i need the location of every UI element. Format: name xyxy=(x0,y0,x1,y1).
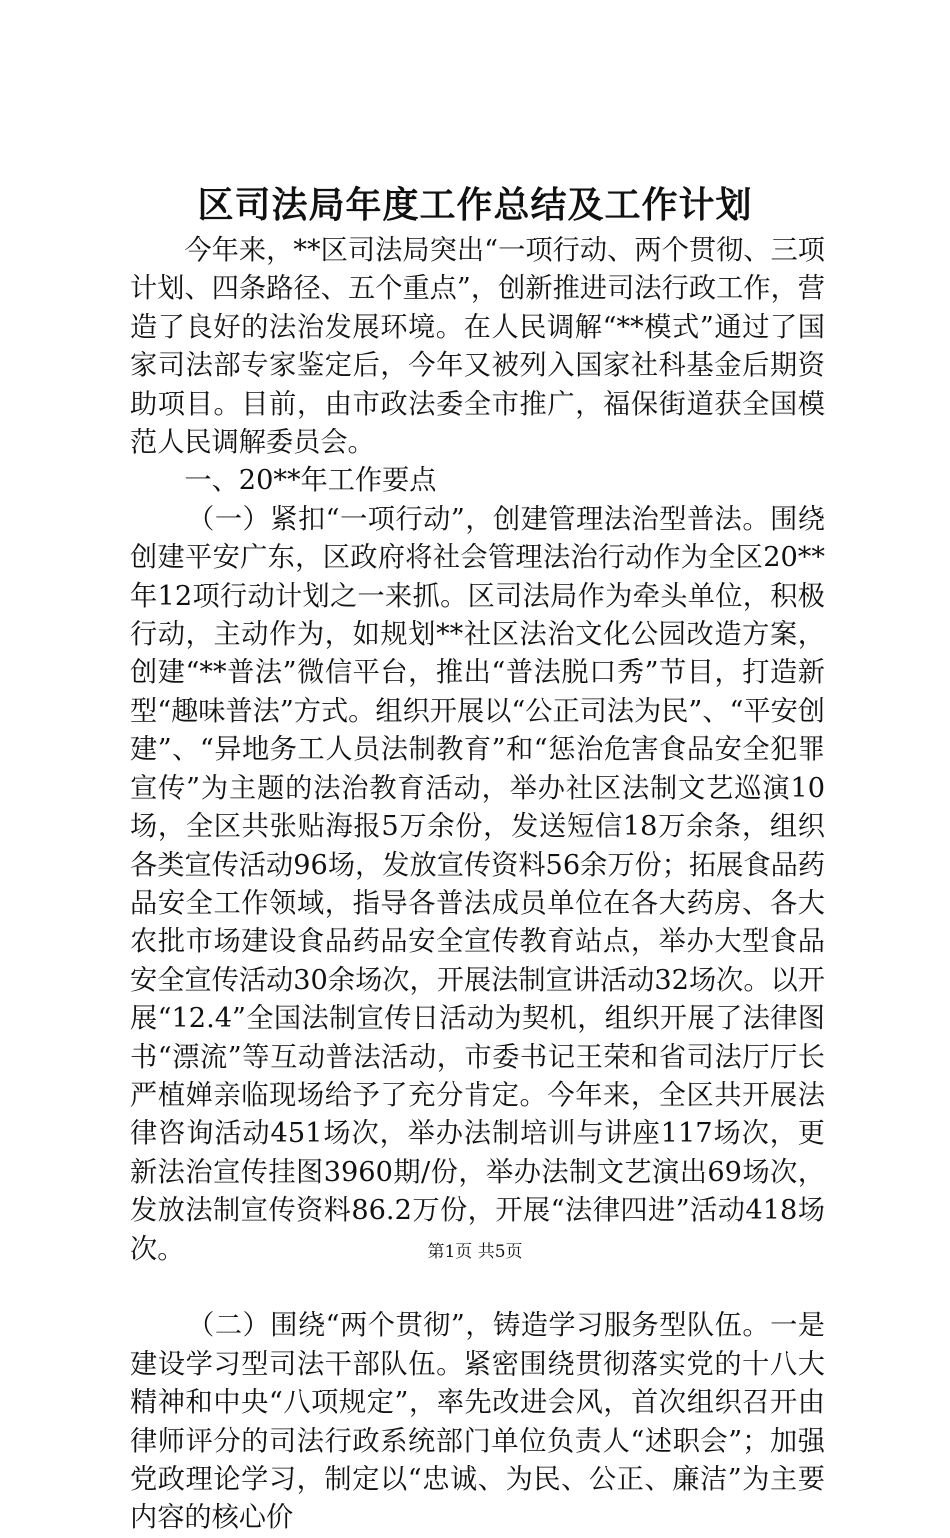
intro-paragraph: 今年来，**区司法局突出“一项行动、两个贯彻、三项计划、四条路径、五个重点”，创新推进司法行政工作，营造了良好的法治发展环境。在人民调解“**模式”通过了国家司法部专家鉴定后，今年又被列入国家社科基金后期资助项目。目前，由市政法委全市推广，福保街道获全国模范人民调解委员会。 xyxy=(130,235,825,459)
subsection-paragraph-1: （一）紧扣“一项行动”，创建管理法治型普法。围绕创建平安广东，区政府将社会管理法治行动作为全区20**年12项行动计划之一来抓。区司法局作为牵头单位，积极行动，主动作为，如规划**社区法治文化公园改造方案，创建“**普法”微信平台，推出“普法脱口秀”节目，打造新型“趣味普法”方式。组织开展以“公正司法为民”、“平安创建”、“异地务工人员法制教育”和“惩治危害食品安全犯罪宣传”为主题的法治教育活动，举办社区法制文艺巡演10场，全区共张贴海报5万余份，发送短信18万余条，组织各类宣传活动96场，发放宣传资料56余万份；拓展食品药品安全工作领域，指导各普法成员单位在各大药房、各大农批市场建设食品药品安全宣传教育站点，举办大型食品安全宣传活动30余场次，开展法制宣讲活动32场次。以开展“12.4”全国法制宣传日活动为契机，组织开展了法律图书“漂流”等互动普法活动，市委书记王荣和省司法厅厅长严植婵亲临现场给予了充分肯定。今年来，全区共开展法律咨询活动451场次，举办法制培训与讲座117场次，更新法治宣传挂图3960期/份，举办法制文艺演出69场次，发放法制宣传资料86.2万份，开展“法律四进”活动418场次。 xyxy=(130,503,825,1265)
document-title: 区司法局年度工作总结及工作计划 xyxy=(197,184,753,226)
document-body xyxy=(130,232,825,1538)
subsection-paragraph-2: （二）围绕“两个贯彻”，铸造学习服务型队伍。一是建设学习型司法干部队伍。紧密围绕贯彻落实党的十八大精神和中央“八项规定”，率先改进会风，首次组织召开由律师评分的司法行政系统部门单位负责人“述职会”；加强党政理论学习，制定以“忠诚、为民、公正、廉洁”为主要内容的核心价 xyxy=(130,1310,825,1534)
section-heading: 一、20**年工作要点 xyxy=(184,465,437,497)
page-footer: 第1页 共5页 xyxy=(427,1242,523,1262)
